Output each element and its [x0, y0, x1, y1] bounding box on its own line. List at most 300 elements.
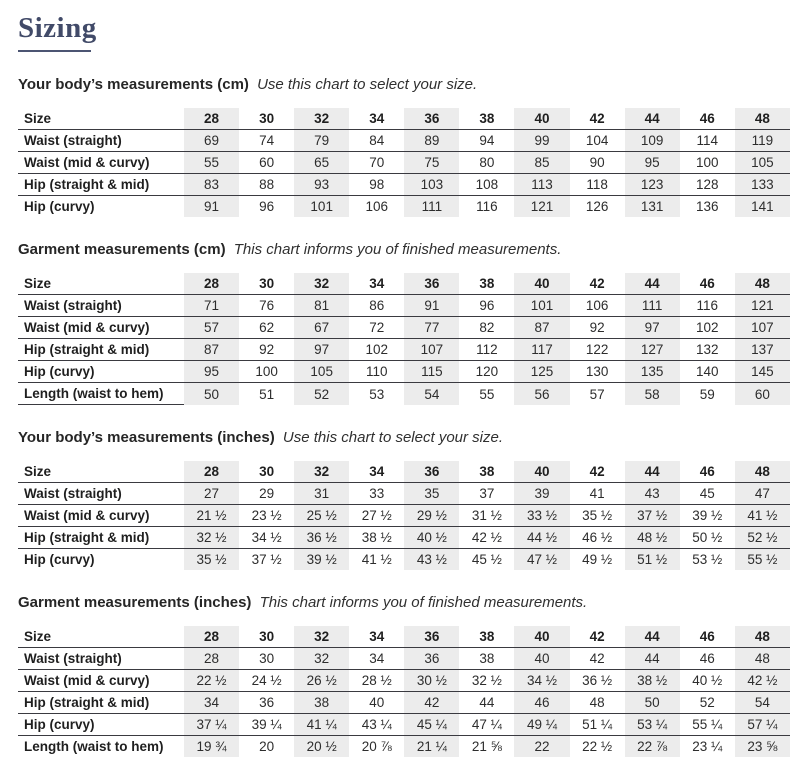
- measurement-cell: 55 ½: [735, 549, 790, 571]
- measurement-cell: 38: [479, 651, 495, 667]
- measurement-cell: 48: [735, 648, 790, 670]
- measurement-cell: 22 ½: [184, 670, 239, 692]
- measurement-cell: 50: [625, 692, 680, 714]
- size-header-cell: 48: [735, 108, 790, 130]
- section-heading: Your body’s measurements (cm): [18, 76, 249, 94]
- measurement-cell: 57: [589, 386, 605, 402]
- table-row: [18, 361, 790, 383]
- measurement-cell: 30: [259, 651, 275, 667]
- measurement-cell: 97: [294, 339, 349, 361]
- row-label: Hip (straight & mid): [24, 177, 150, 193]
- size-header-cell: 38: [479, 111, 495, 127]
- measurement-cell: 50 ½: [692, 530, 723, 546]
- body-measurements-cm-table: [18, 108, 790, 217]
- measurement-cell: 119: [735, 130, 790, 152]
- size-header-cell: 40: [514, 461, 569, 483]
- measurement-cell: 114: [696, 133, 718, 149]
- row-label: Hip (straight & mid): [24, 342, 150, 358]
- measurement-cell: 32 ½: [184, 527, 239, 549]
- measurement-cell: 36 ½: [294, 527, 349, 549]
- size-header-cell: 28: [184, 626, 239, 648]
- measurement-cell: 91: [184, 196, 239, 218]
- measurement-cell: 21 ⅝: [471, 739, 502, 755]
- measurement-cell: 29: [259, 486, 275, 502]
- measurement-cell: 37 ½: [625, 505, 680, 527]
- measurement-cell: 55 ¼: [692, 717, 723, 733]
- size-header-cell: 48: [735, 273, 790, 295]
- size-header-cell: 46: [699, 276, 715, 292]
- measurement-cell: 120: [475, 364, 499, 380]
- measurement-cell: 47: [735, 483, 790, 505]
- measurement-cell: 85: [514, 152, 569, 174]
- table-row: [18, 317, 790, 339]
- section-heading-line: [18, 594, 790, 612]
- section-body-measurements-inches: [18, 429, 790, 570]
- measurement-cell: 40: [514, 648, 569, 670]
- measurement-cell: 69: [184, 130, 239, 152]
- section-garment-measurements-inches: [18, 594, 790, 757]
- measurement-cell: 36: [259, 695, 275, 711]
- measurement-cell: 42 ½: [735, 670, 790, 692]
- row-label: Waist (mid & curvy): [24, 155, 150, 171]
- section-heading: Garment measurements (cm): [18, 241, 226, 259]
- measurement-cell: 90: [589, 155, 605, 171]
- measurement-cell: 140: [695, 364, 719, 380]
- measurement-cell: 40 ½: [404, 527, 459, 549]
- measurement-cell: 54: [404, 383, 459, 405]
- row-label: Hip (curvy): [24, 364, 95, 380]
- size-header-cell: 32: [294, 461, 349, 483]
- measurement-cell: 105: [735, 152, 790, 174]
- table-row: [18, 130, 790, 152]
- measurement-cell: 88: [259, 177, 275, 193]
- table-row: [18, 196, 790, 218]
- size-header-cell: 42: [589, 464, 605, 480]
- measurement-cell: 121: [514, 196, 569, 218]
- measurement-cell: 75: [404, 152, 459, 174]
- size-header-cell: 32: [294, 108, 349, 130]
- section-subheading: Use this chart to select your size.: [282, 429, 504, 447]
- measurement-cell: 102: [365, 342, 389, 358]
- measurement-cell: 141: [735, 196, 790, 218]
- measurement-cell: 27: [184, 483, 239, 505]
- measurement-cell: 96: [479, 298, 495, 314]
- measurement-cell: 48 ½: [625, 527, 680, 549]
- measurement-cell: 23 ½: [251, 508, 282, 524]
- measurement-cell: 83: [184, 174, 239, 196]
- measurement-cell: 34: [369, 651, 385, 667]
- measurement-cell: 137: [735, 339, 790, 361]
- row-label: Hip (curvy): [24, 199, 95, 215]
- measurement-cell: 125: [514, 361, 569, 383]
- measurement-cell: 37 ¼: [184, 714, 239, 736]
- measurement-cell: 126: [585, 199, 609, 215]
- measurement-cell: 23 ⅝: [735, 736, 790, 757]
- measurement-cell: 36: [404, 648, 459, 670]
- measurement-cell: 112: [476, 342, 498, 358]
- measurement-cell: 136: [695, 199, 719, 215]
- measurement-cell: 71: [184, 295, 239, 317]
- measurement-cell: 115: [404, 361, 459, 383]
- measurement-cell: 121: [735, 295, 790, 317]
- measurement-cell: 52: [294, 383, 349, 405]
- size-header-cell: 30: [259, 111, 275, 127]
- size-header-cell: 46: [699, 464, 715, 480]
- size-header-cell: 44: [625, 461, 680, 483]
- section-subheading: This chart informs you of finished measurements.: [233, 241, 562, 259]
- measurement-cell: 20: [259, 739, 275, 755]
- measurement-cell: 42: [404, 692, 459, 714]
- row-label: Hip (straight & mid): [24, 695, 150, 711]
- body-measurements-inches-table: [18, 461, 790, 570]
- measurement-cell: 54: [735, 692, 790, 714]
- measurement-cell: 31: [294, 483, 349, 505]
- page-title: Sizing: [18, 12, 97, 44]
- section-subheading: This chart informs you of finished measurements.: [259, 594, 588, 612]
- measurement-cell: 56: [514, 383, 569, 405]
- measurement-cell: 29 ½: [404, 505, 459, 527]
- measurement-cell: 45: [699, 486, 715, 502]
- measurement-cell: 92: [589, 320, 605, 336]
- section-subheading: Use this chart to select your size.: [257, 76, 478, 94]
- size-header-cell: 36: [404, 626, 459, 648]
- measurement-cell: 65: [294, 152, 349, 174]
- size-header-cell: 42: [589, 276, 605, 292]
- table-row: [18, 692, 790, 714]
- size-header-cell: 32: [294, 273, 349, 295]
- measurement-cell: 128: [695, 177, 719, 193]
- size-header-cell: 32: [294, 626, 349, 648]
- measurement-cell: 35: [404, 483, 459, 505]
- row-label: Waist (straight): [24, 651, 122, 667]
- measurement-cell: 76: [259, 298, 275, 314]
- measurement-cell: 47 ¼: [471, 717, 502, 733]
- measurement-cell: 53: [369, 386, 385, 402]
- header-row: [18, 108, 790, 130]
- header-row: [18, 626, 790, 648]
- measurement-cell: 48: [589, 695, 605, 711]
- size-header-cell: 36: [404, 461, 459, 483]
- measurement-cell: 20 ½: [294, 736, 349, 757]
- measurement-cell: 99: [514, 130, 569, 152]
- size-header-cell: 30: [259, 276, 275, 292]
- table-row: [18, 714, 790, 736]
- size-header-cell: 36: [404, 108, 459, 130]
- garment-measurements-cm-table: [18, 273, 790, 405]
- measurement-cell: 106: [585, 298, 609, 314]
- measurement-cell: 19 ¾: [184, 736, 239, 757]
- measurement-cell: 41 ¼: [294, 714, 349, 736]
- measurement-cell: 113: [514, 174, 569, 196]
- row-label: Waist (straight): [24, 133, 122, 149]
- measurement-cell: 58: [625, 383, 680, 405]
- measurement-cell: 101: [294, 196, 349, 218]
- section-heading-line: [18, 76, 790, 94]
- measurement-cell: 31 ½: [471, 508, 502, 524]
- measurement-cell: 107: [735, 317, 790, 339]
- measurement-cell: 38: [294, 692, 349, 714]
- measurement-cell: 123: [625, 174, 680, 196]
- measurement-cell: 43 ½: [404, 549, 459, 571]
- measurement-cell: 50: [184, 383, 239, 405]
- measurement-cell: 44 ½: [514, 527, 569, 549]
- measurement-cell: 34 ½: [514, 670, 569, 692]
- measurement-cell: 57: [184, 317, 239, 339]
- size-header-cell: 34: [369, 111, 385, 127]
- size-header-cell: 28: [184, 273, 239, 295]
- measurement-cell: 111: [625, 295, 680, 317]
- size-column-header: Size: [24, 464, 52, 480]
- measurement-cell: 130: [585, 364, 609, 380]
- measurement-cell: 25 ½: [294, 505, 349, 527]
- size-header-cell: 44: [625, 273, 680, 295]
- table-row: [18, 527, 790, 549]
- header-row: [18, 461, 790, 483]
- table-row: [18, 295, 790, 317]
- size-header-cell: 40: [514, 273, 569, 295]
- measurement-cell: 44: [625, 648, 680, 670]
- table-row: [18, 383, 790, 405]
- measurement-cell: 110: [366, 364, 388, 380]
- measurement-cell: 116: [696, 298, 718, 314]
- row-label: Waist (mid & curvy): [24, 320, 150, 336]
- measurement-cell: 43 ¼: [361, 717, 392, 733]
- measurement-cell: 53 ¼: [625, 714, 680, 736]
- table-row: [18, 549, 790, 571]
- measurement-cell: 28: [184, 648, 239, 670]
- measurement-cell: 38 ½: [361, 530, 392, 546]
- measurement-cell: 62: [259, 320, 275, 336]
- measurement-cell: 27 ½: [361, 508, 392, 524]
- size-header-cell: 44: [625, 626, 680, 648]
- size-column-header: Size: [24, 111, 52, 127]
- measurement-cell: 24 ½: [251, 673, 282, 689]
- measurement-cell: 102: [695, 320, 719, 336]
- measurement-cell: 39 ¼: [251, 717, 282, 733]
- measurement-cell: 84: [369, 133, 385, 149]
- measurement-cell: 70: [369, 155, 385, 171]
- measurement-cell: 46: [699, 651, 715, 667]
- measurement-cell: 40 ½: [692, 673, 723, 689]
- measurement-cell: 39: [514, 483, 569, 505]
- size-header-cell: 44: [625, 108, 680, 130]
- measurement-cell: 127: [625, 339, 680, 361]
- measurement-cell: 21 ½: [184, 505, 239, 527]
- measurement-cell: 118: [586, 177, 608, 193]
- measurement-cell: 95: [184, 361, 239, 383]
- size-header-cell: 38: [479, 464, 495, 480]
- measurement-cell: 79: [294, 130, 349, 152]
- measurement-cell: 22: [514, 736, 569, 757]
- measurement-cell: 122: [585, 342, 609, 358]
- measurement-cell: 133: [735, 174, 790, 196]
- size-header-cell: 46: [699, 629, 715, 645]
- table-row: [18, 505, 790, 527]
- measurement-cell: 36 ½: [582, 673, 613, 689]
- measurement-cell: 42 ½: [471, 530, 502, 546]
- size-header-cell: 36: [404, 273, 459, 295]
- measurement-cell: 55: [479, 386, 495, 402]
- measurement-cell: 35 ½: [582, 508, 613, 524]
- measurement-cell: 23 ¼: [692, 739, 723, 755]
- measurement-cell: 87: [514, 317, 569, 339]
- table-row: [18, 670, 790, 692]
- measurement-cell: 39 ½: [692, 508, 723, 524]
- measurement-cell: 100: [695, 155, 719, 171]
- measurement-cell: 39 ½: [294, 549, 349, 571]
- measurement-cell: 52 ½: [735, 527, 790, 549]
- measurement-cell: 87: [184, 339, 239, 361]
- section-heading: Your body’s measurements (inches): [18, 429, 275, 447]
- measurement-cell: 46: [514, 692, 569, 714]
- measurement-cell: 30 ½: [404, 670, 459, 692]
- measurement-cell: 47 ½: [514, 549, 569, 571]
- size-header-cell: 30: [259, 464, 275, 480]
- measurement-cell: 111: [404, 196, 459, 218]
- measurement-cell: 34 ½: [251, 530, 282, 546]
- table-row: [18, 736, 790, 757]
- measurement-cell: 28 ½: [361, 673, 392, 689]
- row-label: Waist (mid & curvy): [24, 508, 150, 524]
- measurement-cell: 53 ½: [692, 552, 723, 568]
- row-label: Waist (straight): [24, 486, 122, 502]
- size-header-cell: 38: [479, 629, 495, 645]
- section-garment-measurements-cm: [18, 241, 790, 405]
- title-underline: [18, 50, 91, 52]
- measurement-cell: 44: [479, 695, 495, 711]
- measurement-cell: 60: [735, 383, 790, 405]
- size-column-header: Size: [24, 276, 52, 292]
- measurement-cell: 117: [514, 339, 569, 361]
- measurement-cell: 41: [589, 486, 605, 502]
- size-header-cell: 40: [514, 108, 569, 130]
- measurement-cell: 92: [259, 342, 275, 358]
- table-row: [18, 339, 790, 361]
- measurement-cell: 33: [369, 486, 385, 502]
- measurement-cell: 49 ¼: [514, 714, 569, 736]
- measurement-cell: 49 ½: [582, 552, 613, 568]
- measurement-cell: 45 ½: [471, 552, 502, 568]
- measurement-cell: 52: [699, 695, 715, 711]
- row-label: Waist (mid & curvy): [24, 673, 150, 689]
- size-column-header: Size: [24, 629, 52, 645]
- row-label: Hip (straight & mid): [24, 530, 150, 546]
- size-header-cell: 46: [699, 111, 715, 127]
- header-row: [18, 273, 790, 295]
- measurement-cell: 59: [699, 386, 715, 402]
- measurement-cell: 60: [259, 155, 275, 171]
- measurement-cell: 74: [259, 133, 275, 149]
- measurement-cell: 35 ½: [184, 549, 239, 571]
- measurement-cell: 51: [259, 386, 275, 402]
- measurement-cell: 26 ½: [294, 670, 349, 692]
- size-header-cell: 28: [184, 108, 239, 130]
- measurement-cell: 45 ¼: [404, 714, 459, 736]
- measurement-cell: 51 ½: [625, 549, 680, 571]
- measurement-cell: 38 ½: [625, 670, 680, 692]
- measurement-cell: 82: [479, 320, 495, 336]
- measurement-cell: 107: [404, 339, 459, 361]
- measurement-cell: 98: [369, 177, 385, 193]
- size-header-cell: 34: [369, 629, 385, 645]
- measurement-cell: 33 ½: [514, 505, 569, 527]
- measurement-cell: 32: [294, 648, 349, 670]
- measurement-cell: 34: [184, 692, 239, 714]
- measurement-cell: 86: [369, 298, 385, 314]
- table-row: [18, 648, 790, 670]
- measurement-cell: 105: [294, 361, 349, 383]
- measurement-cell: 94: [479, 133, 495, 149]
- measurement-cell: 93: [294, 174, 349, 196]
- measurement-cell: 109: [625, 130, 680, 152]
- size-header-cell: 34: [369, 276, 385, 292]
- measurement-cell: 108: [475, 177, 499, 193]
- measurement-cell: 101: [514, 295, 569, 317]
- measurement-cell: 67: [294, 317, 349, 339]
- measurement-cell: 43: [625, 483, 680, 505]
- measurement-cell: 21 ¼: [404, 736, 459, 757]
- size-header-cell: 38: [479, 276, 495, 292]
- section-heading-line: [18, 429, 790, 447]
- measurement-cell: 97: [625, 317, 680, 339]
- size-header-cell: 30: [259, 629, 275, 645]
- measurement-cell: 100: [255, 364, 278, 380]
- row-label: Length (waist to hem): [24, 739, 164, 755]
- table-row: [18, 483, 790, 505]
- measurement-cell: 55: [184, 152, 239, 174]
- measurement-cell: 40: [369, 695, 385, 711]
- row-label: Hip (curvy): [24, 552, 95, 568]
- size-header-cell: 42: [589, 111, 605, 127]
- garment-measurements-inches-table: [18, 626, 790, 757]
- measurement-cell: 91: [404, 295, 459, 317]
- size-header-cell: 48: [735, 626, 790, 648]
- measurement-cell: 41 ½: [361, 552, 392, 568]
- measurement-cell: 95: [625, 152, 680, 174]
- measurement-cell: 145: [735, 361, 790, 383]
- size-header-cell: 48: [735, 461, 790, 483]
- measurement-cell: 46 ½: [582, 530, 613, 546]
- table-row: [18, 152, 790, 174]
- size-header-cell: 34: [369, 464, 385, 480]
- measurement-cell: 96: [259, 199, 275, 215]
- section-heading: Garment measurements (inches): [18, 594, 252, 612]
- measurement-cell: 57 ¼: [735, 714, 790, 736]
- measurement-cell: 135: [625, 361, 680, 383]
- size-header-cell: 40: [514, 626, 569, 648]
- measurement-cell: 77: [404, 317, 459, 339]
- row-label: Hip (curvy): [24, 717, 95, 733]
- measurement-cell: 41 ½: [735, 505, 790, 527]
- measurement-cell: 20 ⅞: [361, 739, 392, 755]
- measurement-cell: 89: [404, 130, 459, 152]
- measurement-cell: 32 ½: [471, 673, 502, 689]
- measurement-cell: 37: [479, 486, 495, 502]
- measurement-cell: 80: [479, 155, 495, 171]
- measurement-cell: 131: [625, 196, 680, 218]
- measurement-cell: 116: [476, 199, 498, 215]
- section-body-measurements-cm: [18, 76, 790, 217]
- measurement-cell: 72: [369, 320, 385, 336]
- measurement-cell: 104: [585, 133, 609, 149]
- table-row: [18, 174, 790, 196]
- measurement-cell: 132: [695, 342, 719, 358]
- size-header-cell: 28: [184, 461, 239, 483]
- row-label: Length (waist to hem): [18, 383, 184, 405]
- measurement-cell: 22 ½: [582, 739, 613, 755]
- size-header-cell: 42: [589, 629, 605, 645]
- measurement-cell: 103: [404, 174, 459, 196]
